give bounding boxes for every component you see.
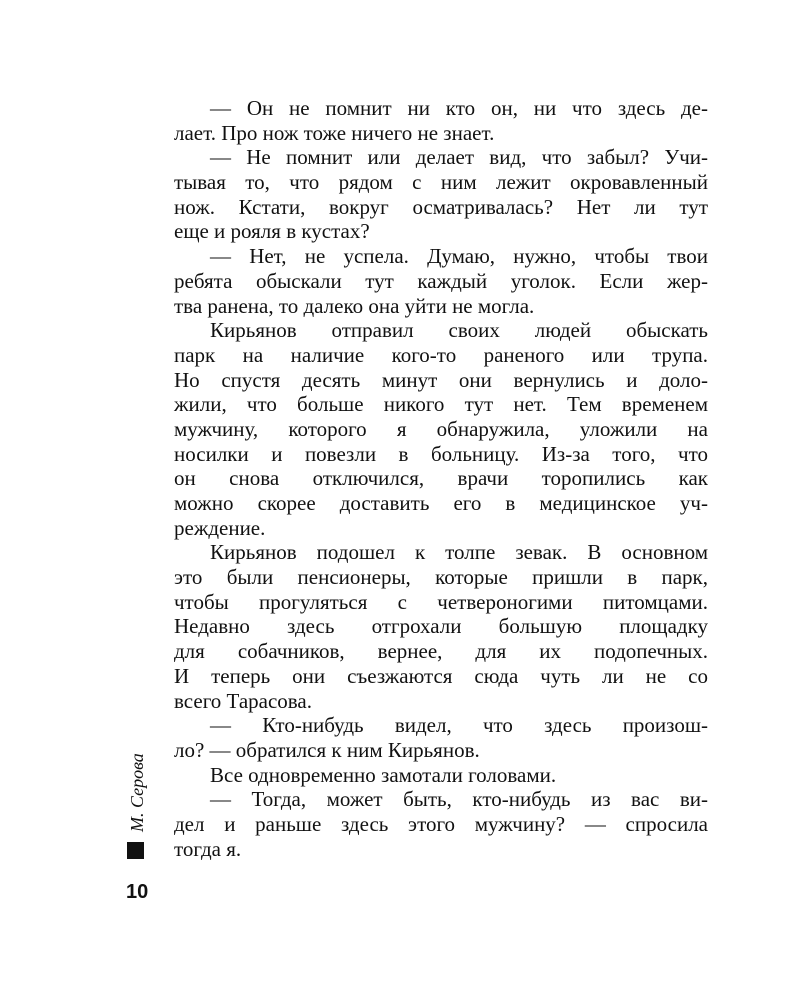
text-line: Кирьянов отправил своих людей обыскать: [210, 318, 708, 343]
text-line: это были пенсионеры, которые пришли в парк,: [174, 565, 708, 590]
text-line: для собачников, вернее, для их подопечных.: [174, 639, 708, 664]
text-line: ребята обыскали тут каждый уголок. Если жер-: [174, 268, 708, 293]
text-line: — Он не помнит ни кто он, ни что здесь де-: [210, 96, 708, 120]
text-line: Недавно здесь отгрохали большую площадку: [174, 614, 708, 639]
text-line: парк на наличие кого-то раненого или трупа.: [174, 342, 708, 367]
text-line: он снова отключился, врачи торопились как: [174, 466, 708, 491]
text-line: ло? — обратился к ним Кирьянов.: [174, 737, 480, 762]
running-head: [124, 752, 150, 832]
text-line: Все одновременно замотали головами.: [210, 762, 557, 787]
text-line: еще и рояля в кустах?: [174, 219, 370, 244]
author-name: М. Серова: [127, 753, 147, 832]
text-line: — Нет, не успела. Думаю, нужно, чтобы твои: [210, 244, 708, 269]
text-line: жили, что больше никого тут нет. Тем временем: [174, 392, 708, 417]
text-line: — Кто-нибудь видел, что здесь произош-: [210, 713, 708, 738]
text-line: тогда я.: [174, 836, 242, 861]
text-line: можно скорее доставить его в медицинское уч-: [174, 491, 708, 515]
text-line: чтобы прогуляться с четвероногими питомцами.: [174, 589, 708, 614]
text-line: И теперь они съезжаются сюда чуть ли не со: [174, 663, 708, 688]
text-line: лает. Про нож тоже ничего не знает.: [174, 120, 495, 145]
text-line: Но спустя десять минут они вернулись и доло-: [174, 367, 708, 392]
text-line: всего Тарасова.: [174, 688, 313, 713]
text-line: тывая то, что рядом с ним лежит окровавленный: [174, 170, 708, 195]
text-line: реждение.: [174, 515, 266, 540]
text-line: — Тогда, может быть, кто-нибудь из вас ви-: [210, 787, 708, 812]
text-line: дел и раньше здесь этого мужчину? — спросила: [174, 811, 708, 836]
page-number: 10: [126, 881, 149, 903]
text-line: мужчину, которого я обнаружила, уложили на: [174, 416, 708, 441]
text-line: тва ранена, то далеко она уйти не могла.: [174, 293, 535, 318]
page-marker-square: [127, 842, 144, 859]
text-line: — Не помнит или делает вид, что забыл? Учи-: [210, 145, 708, 170]
text-line: Кирьянов подошел к толпе зевак. В основном: [210, 540, 708, 565]
text-line: носилки и повезли в больницу. Из-за того, что: [174, 441, 708, 466]
body-text: [174, 96, 708, 861]
text-line: нож. Кстати, вокруг осматривалась? Нет ли тут: [174, 194, 708, 219]
